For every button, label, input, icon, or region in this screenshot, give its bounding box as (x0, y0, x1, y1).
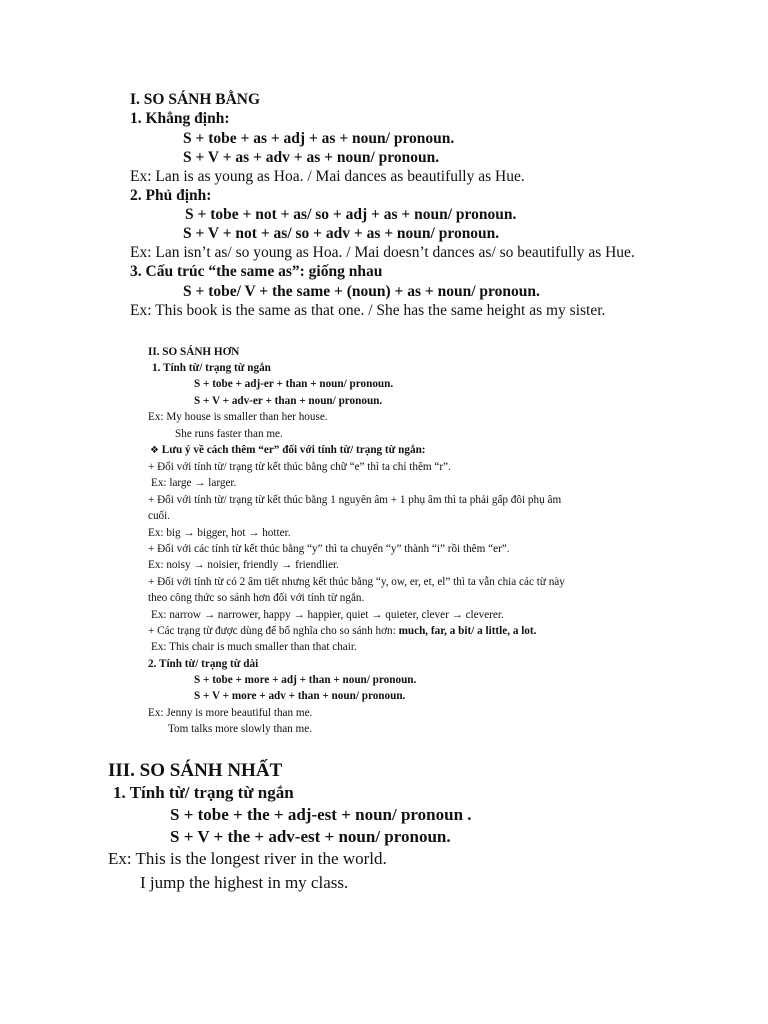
section-3-formula-2: S + V + the + adv-est + noun/ pronoun. (170, 827, 451, 846)
note-rule-4-line-2: theo công thức so sánh hơn đối với tính từ ngắn. (148, 592, 365, 604)
section-1-affirmative-heading: 1. Khẳng định: (130, 110, 230, 127)
note-rule-2-example: Ex: big → bigger, hot → hotter. (148, 527, 291, 539)
section-2-short-formula-1: S + tobe + adj-er + than + noun/ pronoun. (194, 378, 394, 390)
section-1-negative-formula-1: S + tobe + not + as/ so + adj + as + noun/ pronoun. (185, 206, 517, 223)
note-rule-2-line-1: + Đối với tính từ/ trạng từ kết thúc bằng 1 nguyên âm + 1 phụ âm thì ta phải gấp đôi phụ âm (148, 494, 562, 506)
section-3-example-2: I jump the highest in my class. (140, 873, 349, 892)
note-rule-5-text: + Các trạng từ được dùng để bổ nghĩa cho so sánh hơn: (148, 625, 399, 637)
section-2-title: II. SO SÁNH HƠN (148, 346, 240, 358)
section-3-short-heading: 1. Tính từ/ trạng từ ngắn (113, 783, 294, 802)
note-rule-5-example: Ex: This chair is much smaller than that chair. (151, 641, 357, 653)
section-2-short-formula-2: S + V + adv-er + than + noun/ pronoun. (194, 395, 383, 407)
section-1-negative-example: Ex: Lan isn’t as/ so young as Hoa. / Mai doesn’t dances as/ so beautifully as Hue. (130, 244, 635, 261)
section-1-same-as-formula: S + tobe/ V + the same + (noun) + as + noun/ pronoun. (183, 283, 540, 300)
section-1-negative-heading: 2. Phủ định: (130, 187, 212, 204)
note-rule-4-example: Ex: narrow → narrower, happy → happier, quiet → quieter, clever → cleverer. (151, 609, 504, 621)
section-1-same-as-heading: 3. Cấu trúc “the same as”: giống nhau (130, 263, 383, 280)
note-rule-5-modifiers: much, far, a bit/ a little, a lot. (398, 625, 537, 637)
section-3-formula-1: S + tobe + the + adj-est + noun/ pronoun . (170, 805, 472, 824)
note-rule-1: + Đối với tính từ/ trạng từ kết thúc bằng chữ “e” thì ta chỉ thêm “r”. (148, 461, 451, 473)
section-1-negative-formula-2: S + V + not + as/ so + adv + as + noun/ pronoun. (183, 225, 500, 242)
section-2-short-heading: 1. Tính từ/ trạng từ ngắn (152, 362, 271, 374)
section-1-affirmative-formula-1: S + tobe + as + adj + as + noun/ pronoun. (183, 130, 455, 147)
note-rule-1-example: Ex: large → larger. (151, 477, 237, 489)
note-rule-5 (148, 625, 536, 637)
note-heading (150, 444, 426, 456)
diamond-bullet-icon: ❖ (150, 445, 159, 456)
section-2-long-example-2: Tom talks more slowly than me. (168, 723, 313, 735)
section-2-short-example-1: Ex: My house is smaller than her house. (148, 411, 328, 423)
section-2-long-heading: 2. Tính từ/ trạng từ dài (148, 658, 259, 670)
section-2-short-example-2: She runs faster than me. (175, 428, 283, 440)
section-3-title: III. SO SÁNH NHẤT (108, 760, 283, 781)
section-3-example-1: Ex: This is the longest river in the world. (108, 849, 387, 868)
section-1-title: I. SO SÁNH BẰNG (130, 91, 261, 108)
note-heading-text: Lưu ý về cách thêm “er” đối với tính từ/ trạng từ ngắn: (161, 444, 426, 456)
section-1-affirmative-formula-2: S + V + as + adv + as + noun/ pronoun. (183, 149, 440, 166)
note-rule-3: + Đối với các tính từ kết thúc bằng “y” thì ta chuyển “y” thành “i” rồi thêm “er”. (148, 543, 510, 555)
section-2-long-formula-2: S + V + more + adv + than + noun/ pronoun. (194, 690, 406, 702)
section-1-same-as-example: Ex: This book is the same as that one. / She has the same height as my sister. (130, 302, 606, 319)
section-2-long-formula-1: S + tobe + more + adj + than + noun/ pronoun. (194, 674, 417, 686)
note-rule-3-example: Ex: noisy → noisier, friendly → friendlier. (148, 559, 339, 571)
note-rule-4-line-1: + Đối với tính từ có 2 âm tiết nhưng kết thúc bằng “y, ow, er, et, el” thì ta vẫn chia các từ này (148, 576, 565, 588)
section-2-long-example-1: Ex: Jenny is more beautiful than me. (148, 707, 313, 719)
section-1-affirmative-example: Ex: Lan is as young as Hoa. / Mai dances as beautifully as Hue. (130, 168, 525, 185)
note-rule-2-line-2: cuối. (148, 510, 171, 522)
